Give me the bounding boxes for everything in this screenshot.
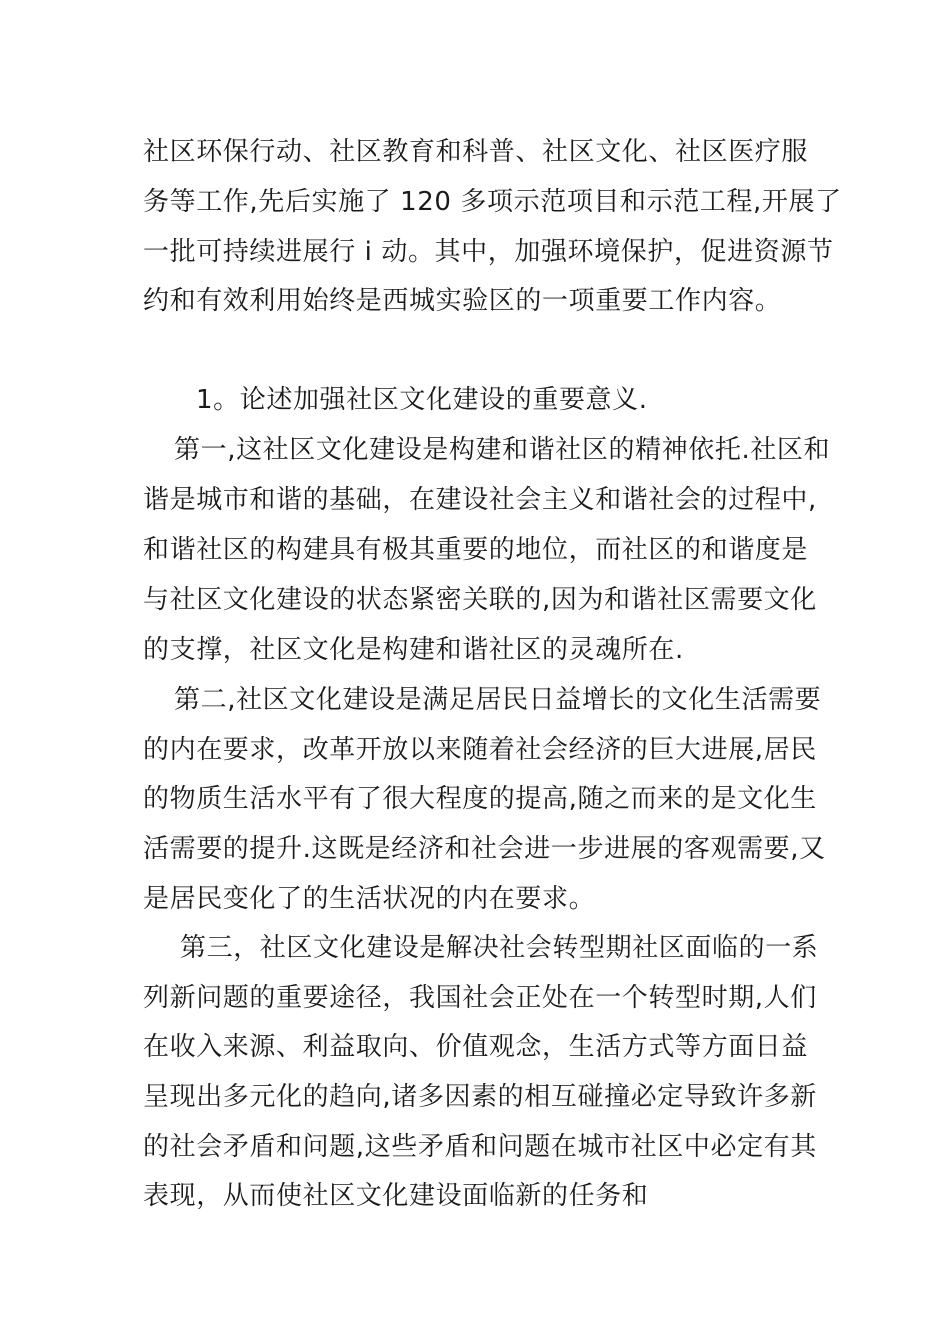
text-line: 谐是城市和谐的基础，在建设社会主义和谐社会的过程中, bbox=[143, 485, 817, 515]
text-line: 表现，从而使社区文化建设面临新的任务和 bbox=[143, 1181, 649, 1211]
text-line: 第二,社区文化建设是满足居民日益增长的文化生活需要 bbox=[174, 685, 822, 715]
text-line: 和谐社区的构建具有极其重要的地位，而社区的和谐度是 bbox=[143, 535, 809, 565]
text-line: 是居民变化了的生活状况的内在要求。 bbox=[143, 884, 596, 914]
text-line: 列新问题的重要途径，我国社会正处在一个转型时期,人们 bbox=[143, 983, 817, 1013]
text-line: 活需要的提升.这既是经济和社会进一步进展的客观需要,又 bbox=[143, 834, 826, 864]
text-line: 一批可持续进展行 i 动。其中，加强环境保护，促进资源节 bbox=[143, 237, 834, 267]
text-line: 呈现出多元化的趋向,诸多因素的相互碰撞必定导致许多新 bbox=[143, 1082, 817, 1112]
text-line: 第一,这社区文化建设是构建和谐社区的精神依托.社区和 bbox=[174, 435, 831, 465]
text-line: 社区环保行动、社区教育和科普、社区文化、社区医疗服 bbox=[143, 137, 809, 167]
question-heading: 1。论述加强社区文化建设的重要意义. bbox=[196, 385, 648, 415]
text-line: 务等工作,先后实施了 120 多项示范项目和示范工程,开展了 bbox=[143, 187, 842, 217]
text-line: 第三，社区文化建设是解决社会转型期社区面临的一系 bbox=[180, 933, 819, 963]
text-line: 约和有效利用始终是西城实验区的一项重要工作内容。 bbox=[143, 286, 782, 316]
text-line: 与社区文化建设的状态紧密关联的,因为和谐社区需要文化 bbox=[143, 585, 817, 615]
text-line: 的社会矛盾和问题,这些矛盾和问题在城市社区中必定有其 bbox=[143, 1132, 817, 1162]
text-line: 的支撑，社区文化是构建和谐社区的灵魂所在. bbox=[143, 635, 684, 665]
text-line: 的物质生活水平有了很大程度的提高,随之而来的是文化生 bbox=[143, 784, 817, 814]
text-line: 在收入来源、利益取向、价值观念，生活方式等方面日益 bbox=[143, 1032, 809, 1062]
text-line: 的内在要求，改革开放以来随着社会经济的巨大进展,居民 bbox=[143, 735, 817, 765]
